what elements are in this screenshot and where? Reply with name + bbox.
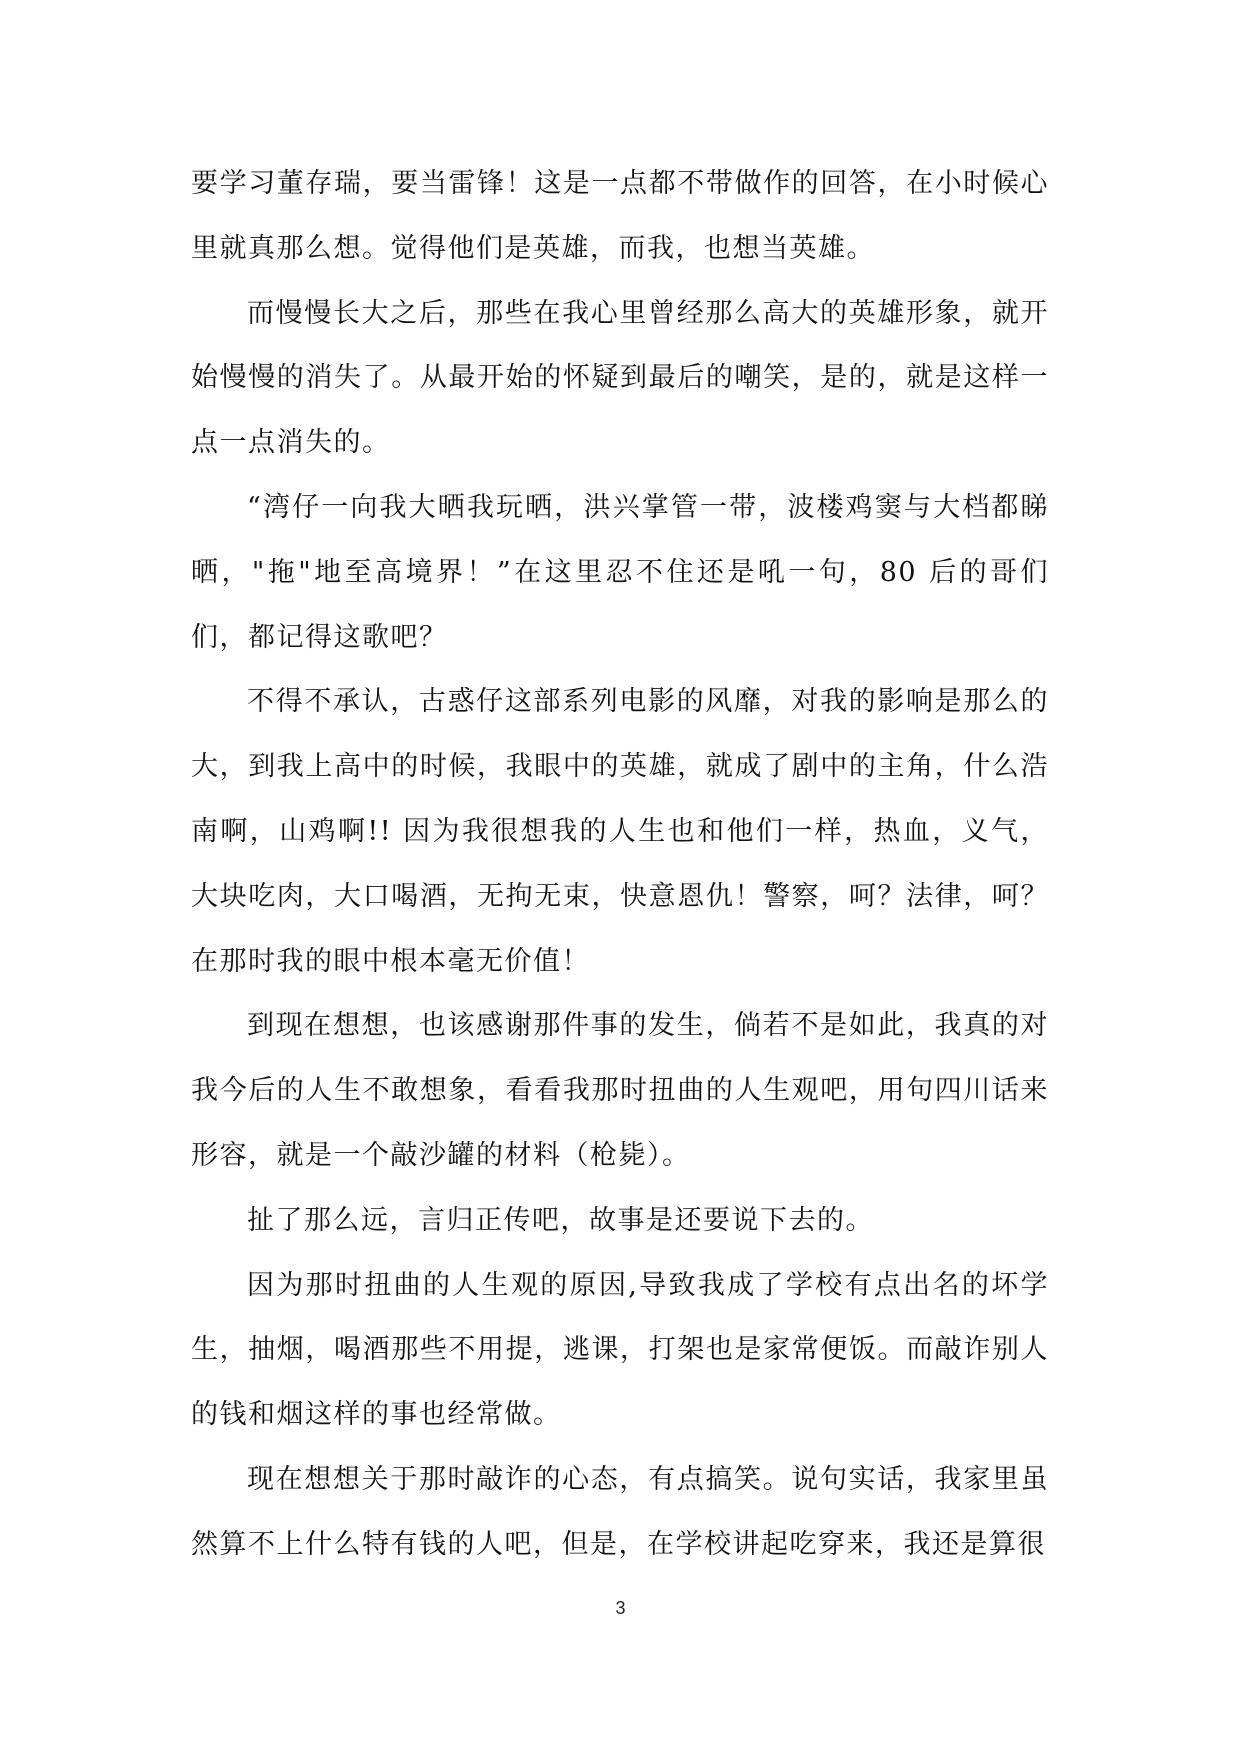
- paragraph-3: “湾仔一向我大晒我玩晒，洪兴掌管一带，波楼鸡窦与大档都睇晒，"拖"地至高境界！”在这里忍不住还是吼一句，80 后的哥们们，都记得这歌吧？: [191, 491, 1049, 653]
- paragraph-8: 现在想想关于那时敲诈的心态，有点搞笑。说句实话，我家里虽然算不上什么特有钱的人吧，但是，在学校讲起吃穿来，我还是算很: [191, 1463, 1049, 1560]
- paragraph-2: 而慢慢长大之后，那些在我心里曾经那么高大的英雄形象，就开始慢慢的消失了。从最开始的怀疑到最后的嘲笑，是的，就是这样一点一点消失的。: [191, 297, 1049, 459]
- page-number: 3: [615, 1598, 626, 1618]
- paragraph-7: 因为那时扭曲的人生观的原因,导致我成了学校有点出名的坏学生，抽烟，喝酒那些不用提，逃课，打架也是家常便饭。而敲诈别人的钱和烟这样的事也经常做。: [191, 1269, 1049, 1431]
- paragraph-6: 扯了那么远，言归正传吧，故事是还要说下去的。: [247, 1204, 874, 1236]
- document-body: [191, 152, 1049, 1578]
- paragraph-1: 要学习董存瑞，要当雷锋！这是一点都不带做作的回答，在小时候心里就真那么想。觉得他们是英雄，而我，也想当英雄。: [191, 168, 1049, 264]
- paragraph-4: 不得不承认，古惑仔这部系列电影的风靡，对我的影响是那么的大，到我上高中的时候，我眼中的英雄，就成了剧中的主角，什么浩南啊，山鸡啊!! 因为我很想我的人生也和他们一样，热血，义气，大块吃肉，大口喝酒，无拘无束，快意恩仇！警察，呵？法律，呵？在那时我的眼中根本毫无价值！: [191, 686, 1049, 977]
- paragraph-5: 到现在想想，也该感谢那件事的发生，倘若不是如此，我真的对我今后的人生不敢想象，看看我那时扭曲的人生观吧，用句四川话来形容，就是一个敲沙罐的材料（枪毙）。: [191, 1010, 1049, 1171]
